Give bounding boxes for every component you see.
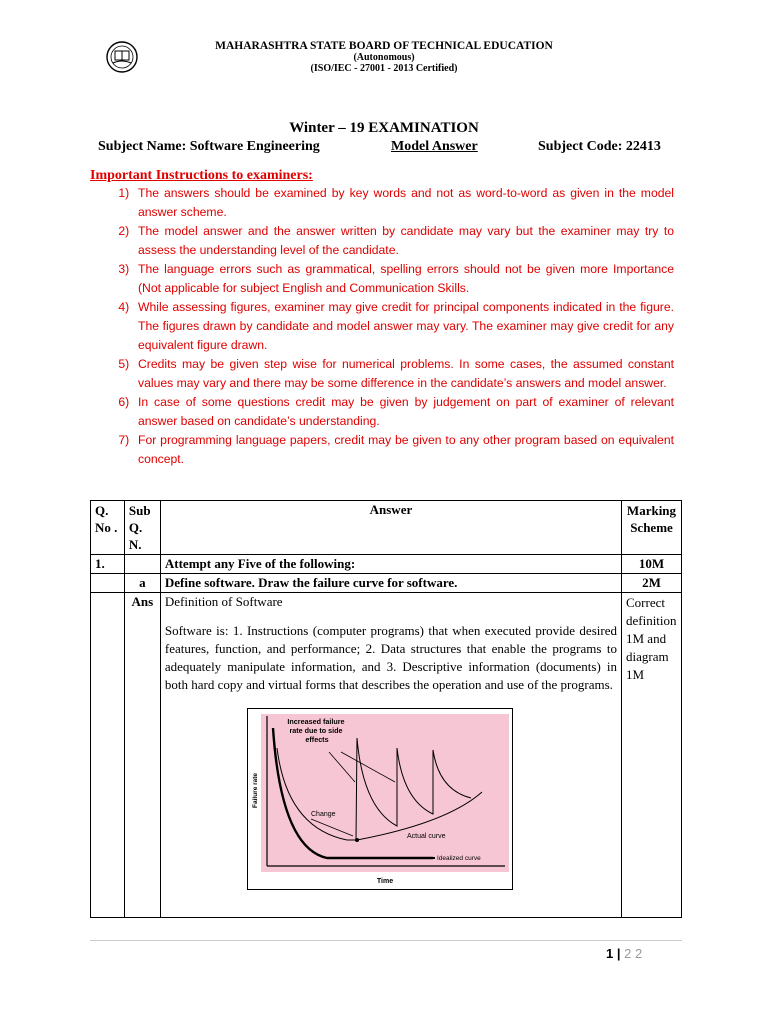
certified-label: (ISO/IEC - 27001 - 2013 Certified) xyxy=(310,63,458,74)
answer-cell xyxy=(160,593,621,918)
instruction-item: 3. The language errors such as grammatical, spelling errors should not be given more Importance (Not applicable for subject English and Communication Skills. xyxy=(136,260,674,298)
header-answer: Answer xyxy=(160,501,621,555)
instructions-heading: Important Instructions to examiners: xyxy=(90,168,313,183)
header-qno: Q. No . xyxy=(91,501,125,555)
answer-table xyxy=(90,500,682,918)
instruction-item: 2. The model answer and the answer written by candidate may vary but the examiner may try to assess the understanding level of the candidate. xyxy=(136,222,674,260)
table-row xyxy=(91,555,682,574)
failure-curve-figure xyxy=(247,708,617,894)
y-axis-label: Failure rate xyxy=(251,772,259,808)
page-number: 1 | 2 2 xyxy=(606,946,643,961)
change-point xyxy=(355,838,359,842)
actual-curve-label: Actual curve xyxy=(406,833,446,840)
table-row xyxy=(91,593,682,918)
subq-marks: 2M xyxy=(621,574,681,593)
table-header-row xyxy=(91,501,682,555)
exam-title: Winter – 19 EXAMINATION xyxy=(289,120,479,136)
idealized-curve-label: Idealized curve xyxy=(436,855,481,862)
instruction-item: 4. While assessing figures, examiner may give credit for principal components indicated in the figure. The figures drawn by candidate and model answer may vary. The examiner may give credit for any equivalent figure drawn. xyxy=(136,298,674,355)
ans-label: Ans xyxy=(124,593,160,918)
subject-name: Subject Name: Software Engineering xyxy=(98,139,320,154)
q-text: Attempt any Five of the following: xyxy=(160,555,621,574)
figure-background xyxy=(261,714,509,872)
x-axis-label: Time xyxy=(376,878,393,885)
subq-text: Define software. Draw the failure curve for software. xyxy=(160,574,621,593)
instruction-item: 6. In case of some questions credit may be given by judgement on part of examiner of relevant answer based on candidate’s understanding. xyxy=(136,393,674,431)
footer-rule xyxy=(90,940,682,941)
org-name: MAHARASHTRA STATE BOARD OF TECHNICAL EDUCATION xyxy=(215,40,553,52)
answer-body: Software is: 1. Instructions (computer programs) that when executed provide desired features, function, and performance; 2. Data structures that enable the programs to adequately manipulate information, and 3. Descriptive information (documents) in both hard copy and virtual forms that describes the operation and use of the programs. xyxy=(164,623,617,692)
header-subq: Sub Q. N. xyxy=(124,501,160,555)
answer-marking: Correct definition 1M and diagram 1M xyxy=(621,593,681,918)
autonomous-label: (Autonomous) xyxy=(353,52,415,63)
instruction-item: 1. The answers should be examined by key words and not as word-to-word as given in the model answer scheme. xyxy=(136,184,674,222)
change-label: Change xyxy=(310,811,336,818)
answer-heading: Definition of Software xyxy=(164,594,283,609)
instruction-item: 7. For programming language papers, credit may be given to any other program based on equivalent concept. xyxy=(136,431,674,469)
subq-label: a xyxy=(124,574,160,593)
page-header xyxy=(0,40,768,74)
q-number: 1. xyxy=(91,555,125,574)
annotation-top-label: Increased failure rate due to side effects xyxy=(287,717,345,744)
model-answer-label: Model Answer xyxy=(391,139,478,154)
q-marks: 10M xyxy=(621,555,681,574)
header-marking: Marking Scheme xyxy=(621,501,681,555)
subject-code: Subject Code: 22413 xyxy=(538,139,661,154)
instructions-list xyxy=(108,184,674,469)
table-row xyxy=(91,574,682,593)
instruction-item: 5. Credits may be given step wise for numerical problems. In some cases, the assumed constant values may vary and there may be some difference in the candidate’s answers and model answer. xyxy=(136,355,674,393)
